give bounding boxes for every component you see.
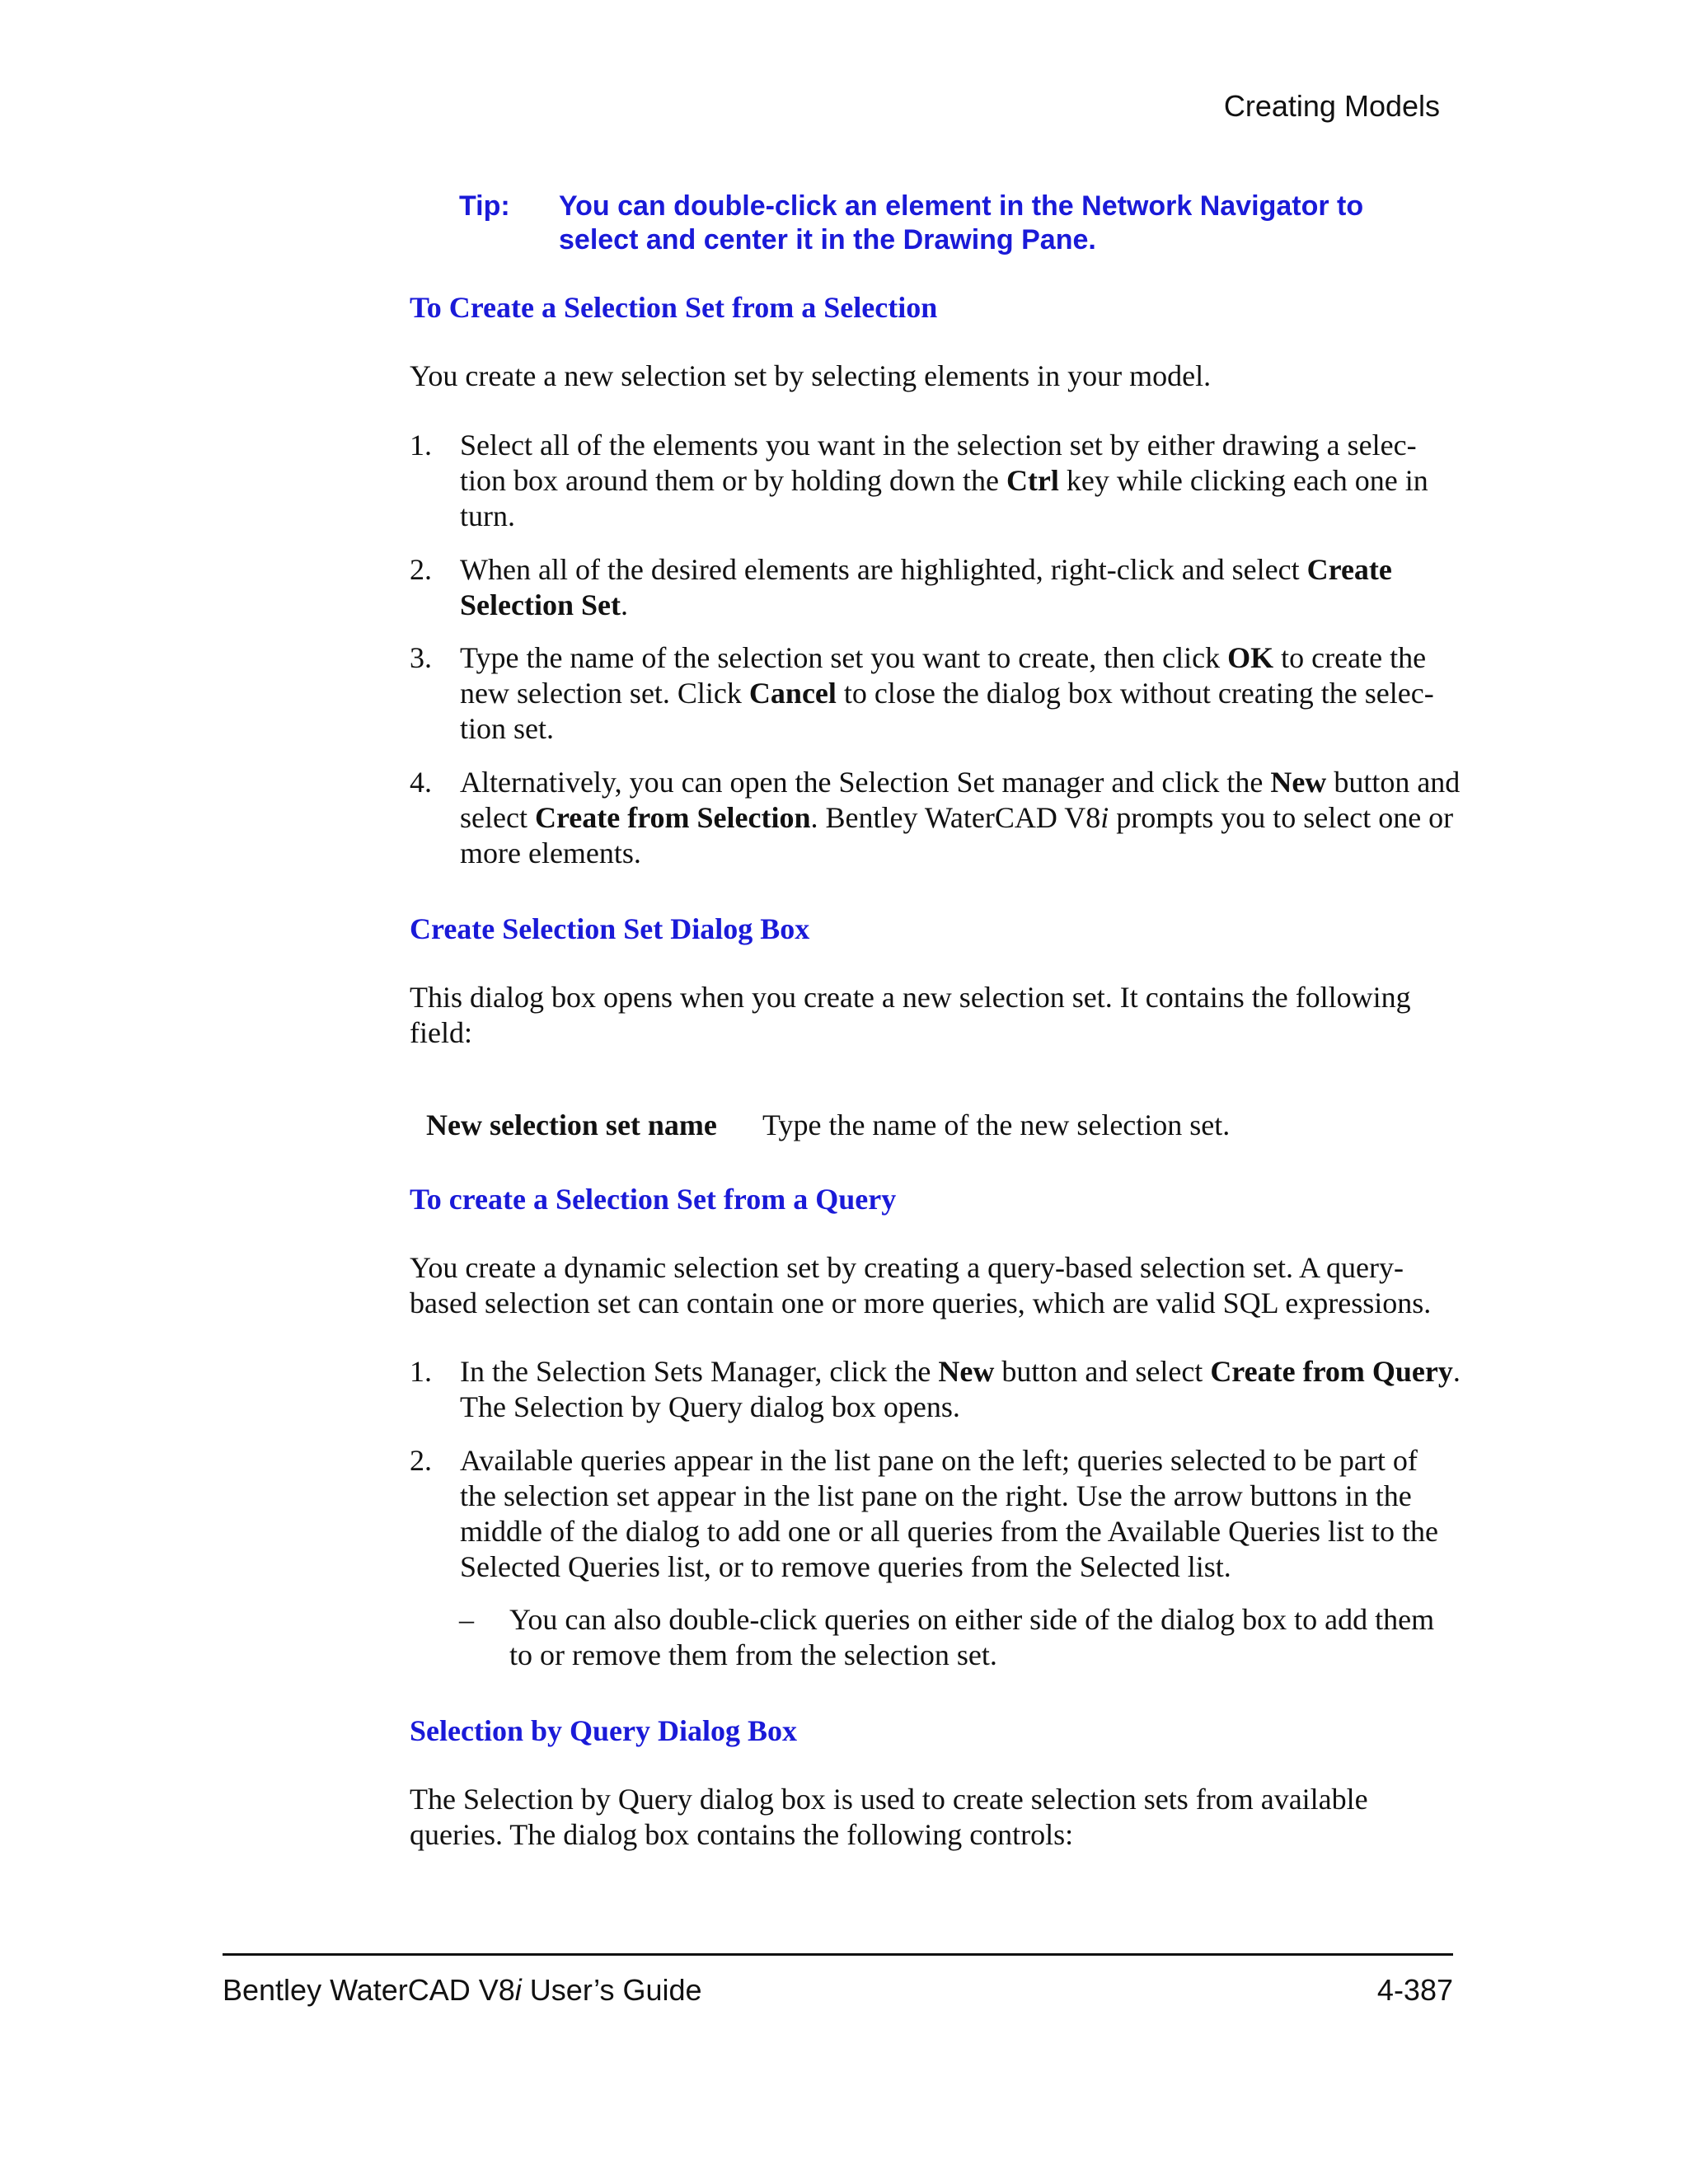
- list-item: [410, 428, 1461, 534]
- list-text: Available queries appear in the list pane on the left; queries selected to be part of the selection set appear in the list pane on the right. Use the arrow buttons in the middle of the dialog to add one or all queries from the Available Queries list to the Selected Queries list, or to remove queries from the Selected list.: [460, 1444, 1439, 1583]
- sub-list-text: You can also double-click queries on either side of the dialog box to add them to or remove them from the selection set.: [509, 1603, 1435, 1671]
- sub-list-item: [459, 1602, 1461, 1673]
- intro-paragraph: The Selection by Query dialog box is used to create selection sets from available queries. The dialog box contains the following controls:: [410, 1783, 1368, 1851]
- list-number: 3.: [410, 641, 432, 674]
- page-number: 4-387: [1376, 1973, 1453, 2007]
- footer-rule: [223, 1953, 1453, 1956]
- list-number: 1.: [410, 429, 432, 462]
- intro-paragraph: This dialog box opens when you create a new selection set. It contains the following field:: [410, 981, 1411, 1049]
- list-item: [410, 1354, 1461, 1425]
- dash-bullet: –: [459, 1603, 474, 1636]
- tip-label: Tip:: [459, 190, 510, 222]
- field-description: Type the name of the new selection set.: [762, 1108, 1231, 1141]
- list-number: 4.: [410, 766, 432, 799]
- heading-create-selection-set-dialog: Create Selection Set Dialog Box: [410, 912, 810, 945]
- list-text: Select all of the elements you want in the selection set by either drawing a selec-tion box around them or by holding down the Ctrl key while clicking each one in turn.: [460, 429, 1428, 532]
- list-text: When all of the desired elements are highlighted, right-click and select Create Selection Set.: [460, 553, 1392, 621]
- tip-text: You can double-click an element in the Network Navigator to select and center it in the Drawing Pane.: [559, 190, 1364, 255]
- heading-selection-set-from-query: To create a Selection Set from a Query: [410, 1183, 897, 1216]
- list-item: [410, 640, 1461, 747]
- heading-selection-set-from-selection: To Create a Selection Set from a Selection: [410, 291, 938, 324]
- list-text: Alternatively, you can open the Selection Set manager and click the New button and select Create from Selection. Bentley WaterCAD V8i prompts you to select one or more elements.: [460, 766, 1461, 869]
- list-item: [410, 552, 1461, 623]
- list-item: [410, 765, 1461, 871]
- list-number: 2.: [410, 553, 432, 586]
- list-number: 1.: [410, 1355, 432, 1388]
- field-name: New selection set name: [426, 1108, 717, 1141]
- heading-selection-by-query-dialog: Selection by Query Dialog Box: [410, 1714, 797, 1747]
- intro-paragraph: You create a new selection set by selecting elements in your model.: [410, 359, 1212, 392]
- list-text: Type the name of the selection set you want to create, then click OK to create the new selection set. Click Cancel to close the dialog box without creating the selec-tion set.: [460, 641, 1434, 745]
- footer-title: Bentley WaterCAD V8i User’s Guide: [223, 1973, 702, 2007]
- list-number: 2.: [410, 1444, 432, 1477]
- intro-paragraph: You create a dynamic selection set by creating a query-based selection set. A query-based selection set can contain one or more queries, which are valid SQL expressions.: [410, 1251, 1432, 1319]
- list-text: In the Selection Sets Manager, click the New button and select Create from Query. The Selection by Query dialog box opens.: [460, 1355, 1461, 1423]
- running-header: Creating Models: [1223, 89, 1440, 123]
- list-item: [410, 1443, 1461, 1585]
